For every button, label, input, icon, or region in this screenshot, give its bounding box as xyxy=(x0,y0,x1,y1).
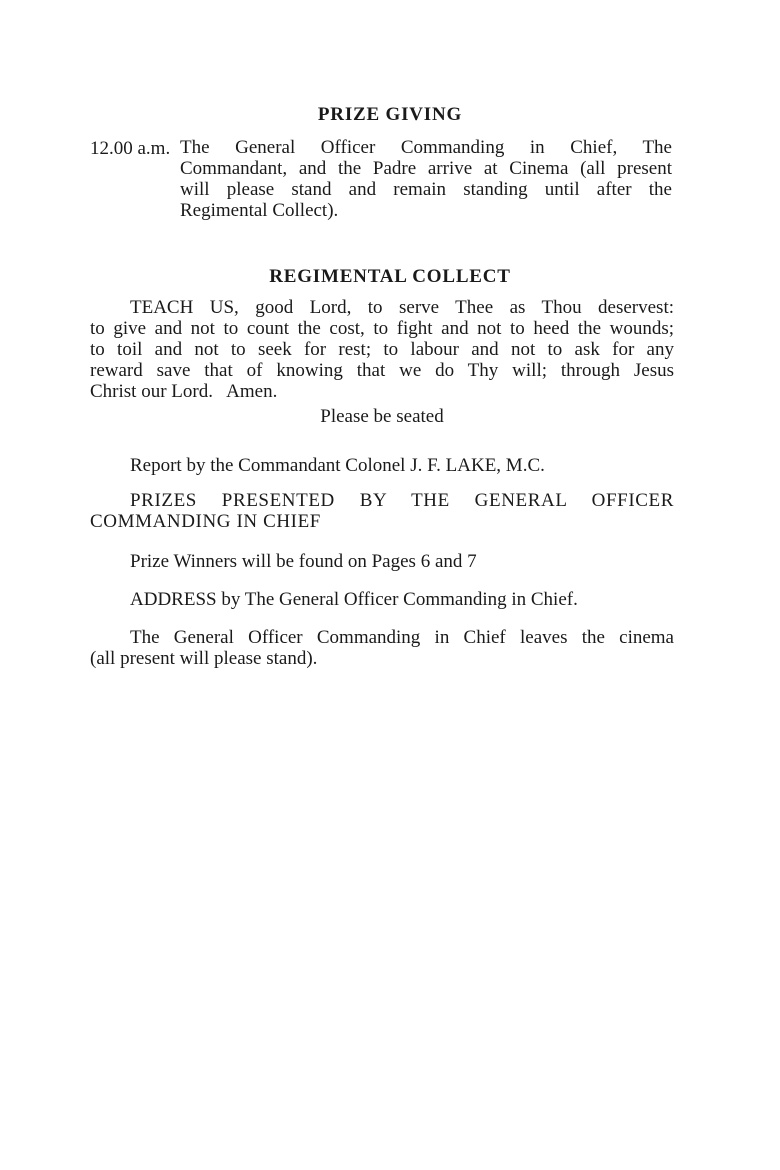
prize-winners-line: Prize Winners will be found on Pages 6 and 7 xyxy=(130,551,477,572)
prizes-line: PRIZES PRESENTED BY THE GENERAL OFFICER xyxy=(130,490,674,511)
regimental-collect-heading: REGIMENTAL COLLECT xyxy=(269,266,511,287)
prizes-line: COMMANDING IN CHIEF xyxy=(90,511,321,532)
arrival-line: Regimental Collect). xyxy=(180,200,339,221)
prayer-line: to give and not to count the cost, to fight and not to heed the wounds; xyxy=(90,318,674,339)
departure-line: (all present will please stand). xyxy=(90,648,318,669)
address-item xyxy=(90,589,675,610)
please-be-seated: Please be seated xyxy=(320,406,444,427)
arrival-line: Commandant, and the Padre arrive at Cinema (all present xyxy=(180,158,672,179)
prize-giving-heading: PRIZE GIVING xyxy=(317,104,463,125)
prayer-line: TEACH US, good Lord, to serve Thee as Thou deservest: xyxy=(130,297,674,318)
address-line: ADDRESS by The General Officer Commanding in Chief. xyxy=(130,589,578,610)
prayer-line: Christ our Lord. Amen. xyxy=(90,381,278,402)
commandant-report xyxy=(90,455,675,476)
prayer-line: to toil and not to seek for rest; to labour and not to ask for any xyxy=(90,339,674,360)
arrival-paragraph xyxy=(180,137,672,221)
event-time: 12.00 a.m. xyxy=(90,138,171,159)
departure-line: The General Officer Commanding in Chief leaves the cinema xyxy=(130,627,674,648)
arrival-line: will please stand and remain standing until after the xyxy=(180,179,672,200)
prayer-line: reward save that of knowing that we do Thy will; through Jesus xyxy=(90,360,674,381)
arrival-line: The General Officer Commanding in Chief, The xyxy=(180,137,672,158)
report-line: Report by the Commandant Colonel J. F. LAKE, M.C. xyxy=(130,455,545,476)
departure-paragraph xyxy=(90,627,674,669)
collect-prayer xyxy=(90,297,674,402)
prize-winners-note xyxy=(90,551,675,572)
prizes-presented xyxy=(90,490,674,532)
